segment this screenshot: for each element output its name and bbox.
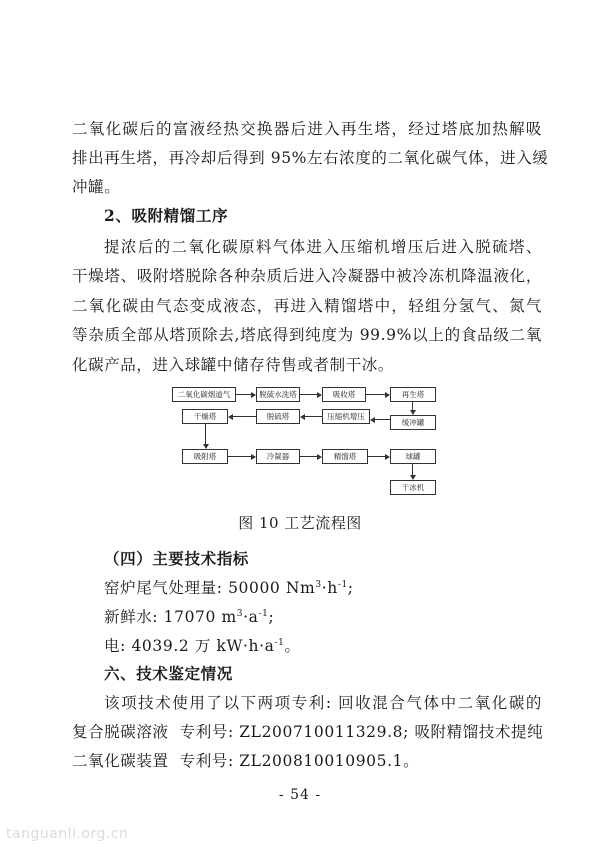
arrow-line (228, 456, 251, 457)
spec-tail: ; (347, 579, 354, 597)
node-desulfur-wash-tower: 脱硫水洗塔 (256, 387, 300, 402)
spec-label: 电: (104, 637, 126, 655)
spec-tail: 。 (284, 637, 301, 655)
section-6-line-1: 该项技术使用了以下两项专利: 回收混合气体中二氧化碳的 (104, 694, 542, 712)
paragraph-2-line-2: 干燥塔、吸附塔脱除各种杂质后进入冷凝器中被冷冻机降温液化， (72, 267, 542, 285)
paragraph-2-line-1: 提浓后的二氧化碳原料气体进入压缩机增压后进入脱硫塔、 (104, 238, 542, 256)
node-buffer-tank: 缓冲罐 (390, 415, 436, 430)
arrow-head (228, 414, 233, 420)
node-desulfur-tower: 脱硫塔 (256, 409, 300, 424)
paragraph-1-line-2: 排出再生塔，再冷却后得到 95%左右浓度的二氧化碳气体，进入缓 (72, 149, 549, 167)
spec-sup: 3 (315, 579, 322, 590)
arrow-head (251, 454, 256, 460)
spec-label: 新鲜水: (104, 608, 159, 626)
node-adsorption-tower: 吸附塔 (182, 449, 228, 464)
node-compressor: 压缩机增压 (322, 409, 370, 424)
node-dryer-tower: 干燥塔 (182, 409, 228, 424)
node-absorption-tower: 吸收塔 (322, 387, 366, 402)
paragraph-1-line-3: 冲罐。 (72, 178, 121, 196)
spec-sup: 3 (236, 608, 244, 619)
watermark: tanguanli.org.cn (6, 826, 129, 842)
section-6-line-2: 复合脱碳溶液 专利号: ZL200710011329.8; 吸附精馏技术提纯 (72, 723, 544, 741)
spec-unit: ·a (243, 608, 259, 626)
subsection-heading: 2、吸附精馏工序 (104, 206, 229, 225)
figure-caption: 图 10 工艺流程图 (238, 514, 362, 532)
paragraph-1-line-1: 二氧化碳后的富液经热交换器后进入再生塔，经过塔底加热解吸 (72, 120, 542, 138)
arrow-line (233, 416, 256, 417)
arrow-head (300, 414, 305, 420)
paragraph-2-line-4: 等杂质全部从塔顶除去,塔底得到纯度为 99.9%以上的食品级二氧 (72, 326, 542, 344)
process-flowchart (172, 385, 472, 500)
node-condenser: 冷凝器 (256, 449, 300, 464)
section-4-heading: （四）主要技术指标 (104, 549, 249, 568)
arrow-line (368, 456, 385, 457)
arrow-line (412, 402, 413, 410)
arrow-head (317, 392, 322, 398)
arrow-head (385, 454, 390, 460)
node-dry-ice-machine: 干冰机 (390, 480, 436, 495)
arrow-line (366, 394, 385, 395)
node-flue-gas: 二氧化碳烟道气 (172, 387, 236, 402)
spec-exhaust-gas (104, 578, 354, 598)
node-distillation-tower: 精馏塔 (322, 449, 368, 464)
paragraph-2-line-3: 二氧化碳由气态变成液态，再进入精馏塔中，轻组分氢气、氮气 (72, 297, 542, 315)
arrow-line (412, 464, 413, 475)
page-number: - 54 - (278, 787, 322, 803)
section-6-heading: 六、技术鉴定情况 (104, 664, 233, 683)
spec-label: 窑炉尾气处理量: (104, 579, 223, 597)
spec-sup: -1 (258, 608, 269, 619)
arrow-head (410, 475, 416, 480)
arrow-head (385, 392, 390, 398)
arrow-line (375, 419, 390, 420)
node-spherical-tank: 球罐 (390, 449, 436, 464)
spec-tail: ; (268, 608, 275, 626)
node-regeneration-tower: 再生塔 (390, 387, 436, 402)
spec-value: 17070 m (163, 608, 237, 626)
arrow-head (410, 410, 416, 415)
arrow-head (251, 392, 256, 398)
arrow-head (370, 417, 375, 423)
paragraph-2-line-5: 化碳产品，进入球罐中储存待售或者制干冰。 (72, 356, 395, 374)
spec-fresh-water (104, 607, 274, 627)
arrow-line (205, 424, 206, 444)
arrow-line (300, 456, 317, 457)
spec-unit: ·h (321, 579, 338, 597)
spec-electricity (104, 636, 301, 656)
spec-sup: -1 (274, 637, 285, 648)
section-6-line-3: 二氧化碳装置 专利号: ZL200810010905.1。 (72, 752, 420, 770)
arrow-line (305, 416, 322, 417)
spec-value: 4039.2 万 kW·h·a (131, 637, 275, 655)
arrow-head (317, 454, 322, 460)
arrow-head (203, 444, 209, 449)
arrow-line (300, 394, 317, 395)
arrow-line (236, 394, 251, 395)
spec-sup: -1 (337, 579, 348, 590)
spec-value: 50000 Nm (228, 579, 316, 597)
